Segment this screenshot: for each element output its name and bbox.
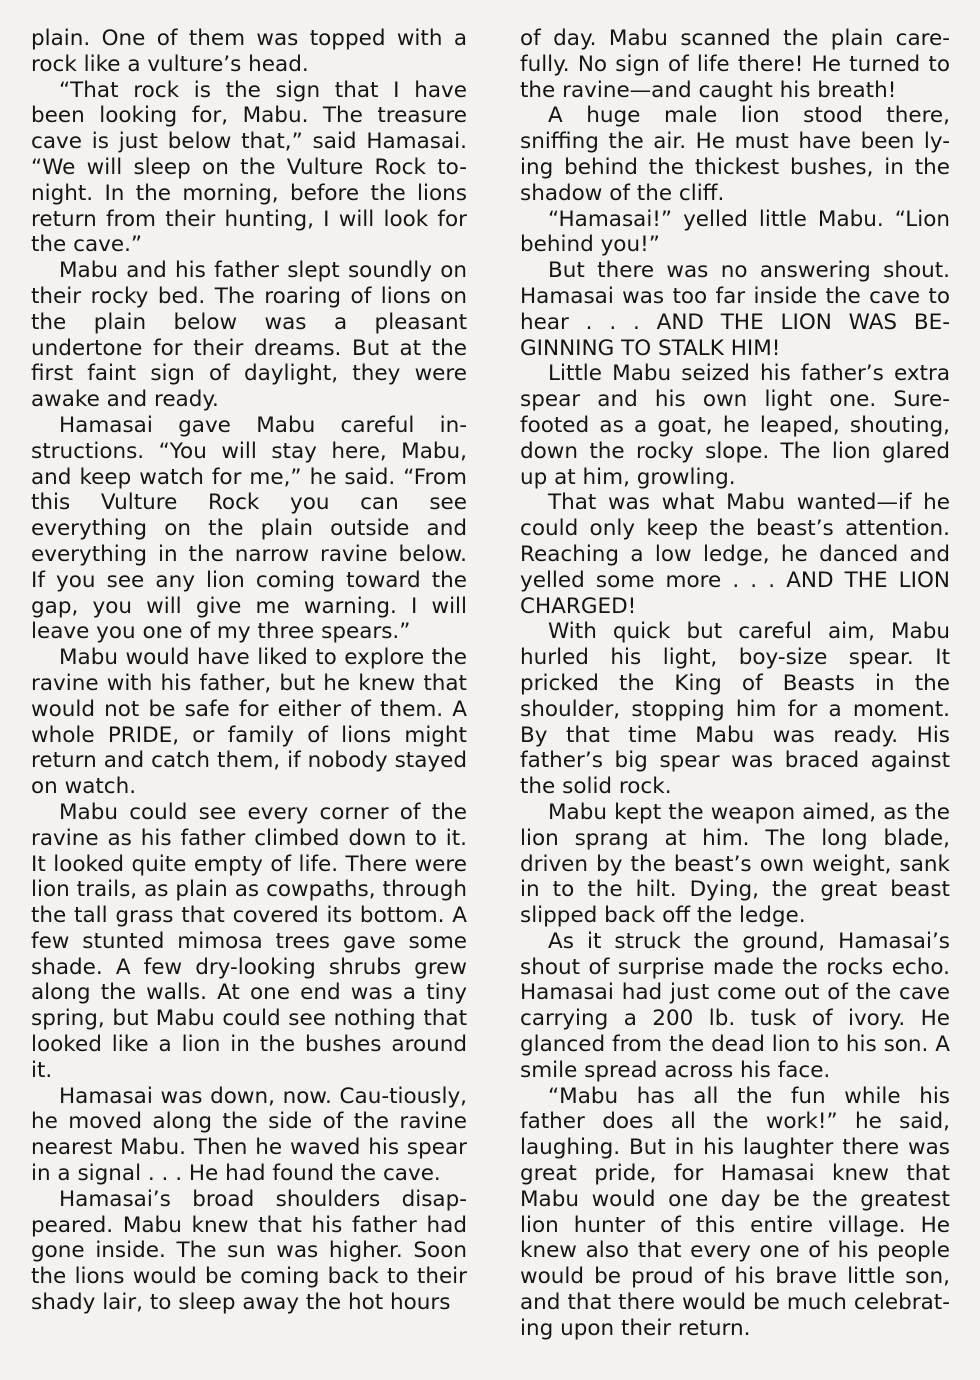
- paragraph: With quick but careful aim, Mabu hurled his light, boy-size spear. It pricked the King of Beasts in the shoulder, stopping him for a moment. By that time Mabu was ready. His father’s big spear was braced against the solid rock.: [520, 619, 950, 800]
- paragraph: Mabu would have liked to explore the ravine with his father, but he knew that would not be safe for either of them. A whole PRIDE, or family of lions might return and catch them, if nobody stayed on watch.: [31, 645, 467, 800]
- paragraph: Hamasai’s broad shoulders disap-peared. Mabu knew that his father had gone inside. The sun was higher. Soon the lions would be coming back to their shady lair, to sleep away the hot hours: [31, 1186, 467, 1316]
- left-column: [31, 26, 467, 1316]
- paragraph: of day. Mabu scanned the plain care-fully. No sign of life there! He turned to the ravine—and caught his breath!: [520, 26, 950, 103]
- paragraph: Hamasai gave Mabu careful in-structions. “You will stay here, Mabu, and keep watch for me,” he said. “From this Vulture Rock you can see everything on the plain outside and everything in the narrow ravine below. If you see any lion coming toward the gap, you will give me warning. I will leave you one of my three spears.”: [31, 412, 467, 645]
- paragraph: “That rock is the sign that I have been looking for, Mabu. The treasure cave is just below that,” said Hamasai. “We will sleep on the Vulture Rock to-night. In the morning, before the lions return from their hunting, I will look for the cave.”: [31, 77, 467, 258]
- paragraph: A huge male lion stood there, sniffing the air. He must have been ly-ing behind the thickest bushes, in the shadow of the cliff.: [520, 103, 950, 206]
- paragraph: plain. One of them was topped with a rock like a vulture’s head.: [31, 26, 467, 77]
- paragraph: That was what Mabu wanted—if he could only keep the beast’s attention. Reaching a low ledge, he danced and yelled some more . . . AND THE LION CHARGED!: [520, 490, 950, 619]
- paragraph: Mabu could see every corner of the ravine as his father climbed down to it. It looked quite empty of life. There were lion trails, as plain as cowpaths, through the tall grass that covered its bottom. A few stunted mimosa trees gave some shade. A few dry-looking shrubs grew along the walls. At one end was a tiny spring, but Mabu could see nothing that looked like a lion in the bushes around it.: [31, 799, 467, 1083]
- right-column: [520, 26, 950, 1342]
- paragraph: Little Mabu seized his father’s extra spear and his own light one. Sure-footed as a goat, he leaped, shouting, down the rocky slope. The lion glared up at him, growling.: [520, 361, 950, 490]
- paragraph: As it struck the ground, Hamasai’s shout of surprise made the rocks echo. Hamasai had just come out of the cave carrying a 200 lb. tusk of ivory. He glanced from the dead lion to his son. A smile spread across his face.: [520, 928, 950, 1083]
- paragraph: Hamasai was down, now. Cau-tiously, he moved along the side of the ravine nearest Mabu. Then he waved his spear in a signal . . . He had found the cave.: [31, 1083, 467, 1187]
- paragraph: Mabu and his father slept soundly on their rocky bed. The roaring of lions on the plain below was a pleasant undertone for their dreams. But at the first faint sign of daylight, they were awake and ready.: [31, 258, 467, 413]
- paragraph: But there was no answering shout. Hamasai was too far inside the cave to hear . . . AND THE LION WAS BE-GINNING TO STALK HIM!: [520, 258, 950, 361]
- paragraph: “Hamasai!” yelled little Mabu. “Lion behind you!”: [520, 206, 950, 258]
- paragraph: Mabu kept the weapon aimed, as the lion sprang at him. The long blade, driven by the beast’s own weight, sank in to the hilt. Dying, the great beast slipped back off the ledge.: [520, 799, 950, 929]
- paragraph: “Mabu has all the fun while his father does all the work!” he said, laughing. But in his laughter there was great pride, for Hamasai knew that Mabu would one day be the greatest lion hunter of this entire village. He knew also that every one of his people would be proud of his brave little son, and that there would be much celebrat-ing upon their return.: [520, 1083, 950, 1341]
